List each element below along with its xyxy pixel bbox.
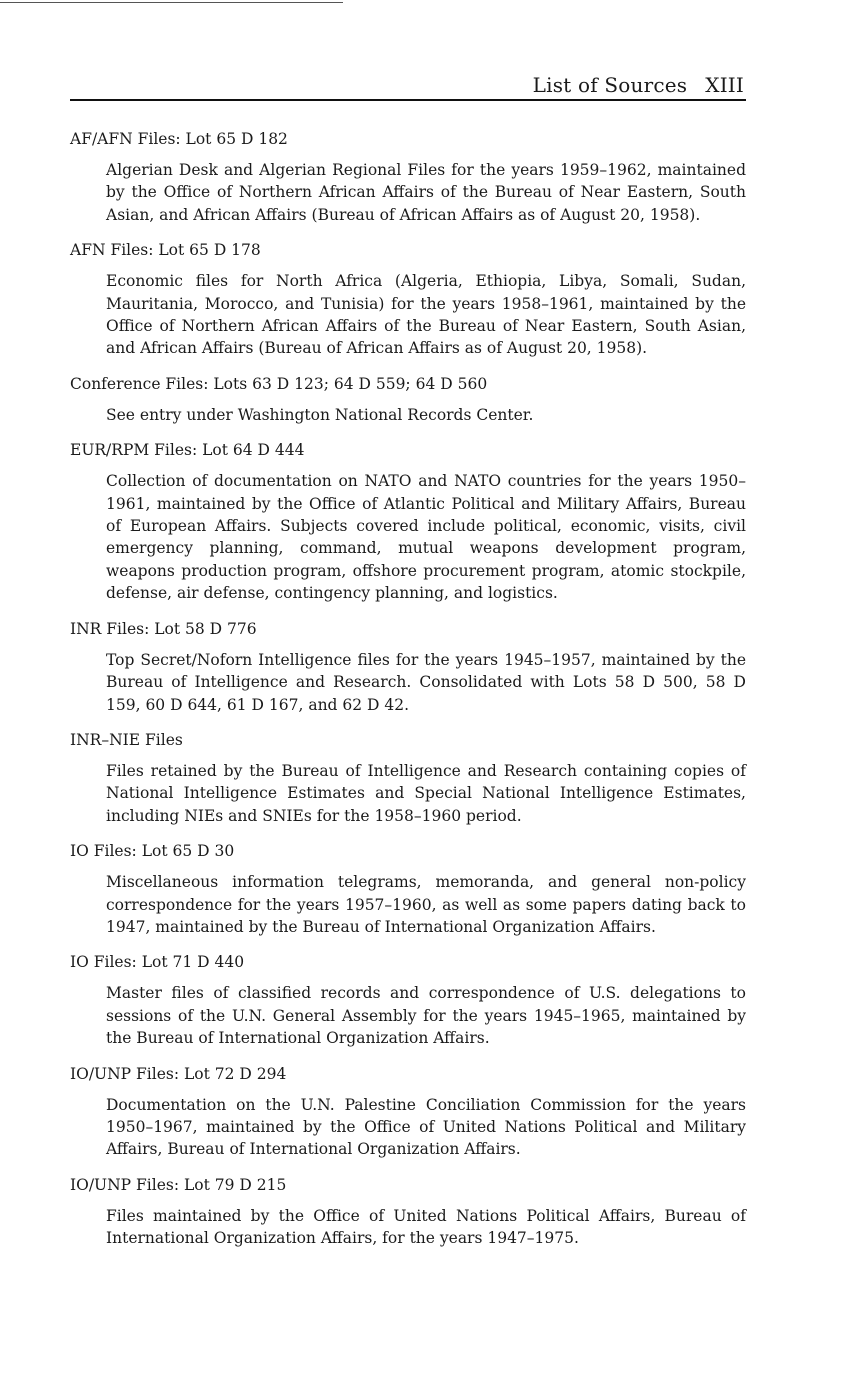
- entry-title: IO Files: Lot 65 D 30: [70, 842, 235, 861]
- source-entry: [70, 618, 750, 716]
- entry-title: EUR/RPM Files: Lot 64 D 444: [70, 441, 305, 460]
- entry-title: IO/UNP Files: Lot 79 D 215: [70, 1175, 287, 1194]
- entry-description: Algerian Desk and Algerian Regional Files for the years 1959–1962, maintained by the Office of Northern African Affairs of the Bureau of Near Eastern, South Asian, and African Affairs (Bureau of African Affairs as of August 20, 1958).: [106, 161, 746, 224]
- running-header: [70, 72, 746, 101]
- header-text: [533, 73, 744, 97]
- entry-description: Top Secret/Noforn Intelligence files for the years 1945–1957, maintained by the Bureau of Intelligence and Research. Consolidated with Lots 58 D 500, 58 D 159, 60 D 644, 61 D 167, and 62 D 42.: [106, 650, 746, 714]
- source-entry: [70, 128, 750, 226]
- entry-description: Economic files for North Africa (Algeria, Ethiopia, Libya, Somali, Sudan, Mauritania, Morocco, and Tunisia) for the years 1958–1961, maintained by the Office of Northern African Affairs of the Bureau of Near Eastern, South Asian, and African Affairs (Bureau of African Affairs as of August 20, 1958).: [106, 272, 746, 358]
- page-number: XIII: [705, 73, 744, 97]
- source-entry: [70, 729, 750, 827]
- source-entry: [70, 951, 750, 1049]
- source-entry: [70, 439, 750, 604]
- entry-title: AFN Files: Lot 65 D 178: [70, 241, 261, 260]
- source-entry: [70, 373, 750, 426]
- entry-description: Documentation on the U.N. Palestine Conciliation Commission for the years 1950–1967, maintained by the Office of United Nations Political and Military Affairs, Bureau of International Organization Affairs.: [106, 1095, 746, 1159]
- source-entry: [70, 1063, 750, 1161]
- entry-title: IO Files: Lot 71 D 440: [70, 953, 245, 972]
- entry-title: INR Files: Lot 58 D 776: [70, 619, 257, 638]
- entry-description: Files maintained by the Office of United Nations Political Affairs, Bureau of International Organization Affairs, for the years 1947–1975.: [106, 1206, 746, 1248]
- source-entry: [70, 840, 750, 938]
- entry-description: See entry under Washington National Records Center.: [106, 405, 534, 424]
- entry-description: Collection of documentation on NATO and NATO countries for the years 1950–1961, maintained by the Office of Atlantic Political and Military Affairs, Bureau of European Affairs. Subjects covered include political, economic, visits, civil emergency planning, command, mutual weapons development program, weapons production program, offshore procurement program, atomic stockpile, defense, air defense, contingency planning, and logistics.: [106, 472, 746, 603]
- entry-title: Conference Files: Lots 63 D 123; 64 D 559; 64 D 560: [70, 374, 488, 393]
- source-list: [70, 128, 750, 1263]
- entry-title: AF/AFN Files: Lot 65 D 182: [70, 130, 288, 148]
- entry-title: IO/UNP Files: Lot 72 D 294: [70, 1064, 287, 1083]
- source-entry: [70, 1174, 750, 1250]
- section-title: List of Sources: [532, 73, 688, 97]
- entry-title: INR–NIE Files: [70, 730, 183, 749]
- entry-description: Master files of classified records and correspondence of U.S. delegations to sessions of the U.N. General Assembly for the years 1945–1965, maintained by the Bureau of International Organization Affairs.: [106, 984, 746, 1048]
- source-entry: [70, 239, 750, 360]
- entry-description: Files retained by the Bureau of Intelligence and Research containing copies of National Intelligence Estimates and Special National Intelligence Estimates, including NIEs and SNIEs for the 1958–1960 period.: [106, 761, 746, 825]
- top-edge-rule: [0, 2, 343, 3]
- entry-description: Miscellaneous information telegrams, memoranda, and general non-policy correspondence for the years 1957–1960, as well as some papers dating back to 1947, maintained by the Bureau of International Organization Affairs.: [106, 873, 746, 936]
